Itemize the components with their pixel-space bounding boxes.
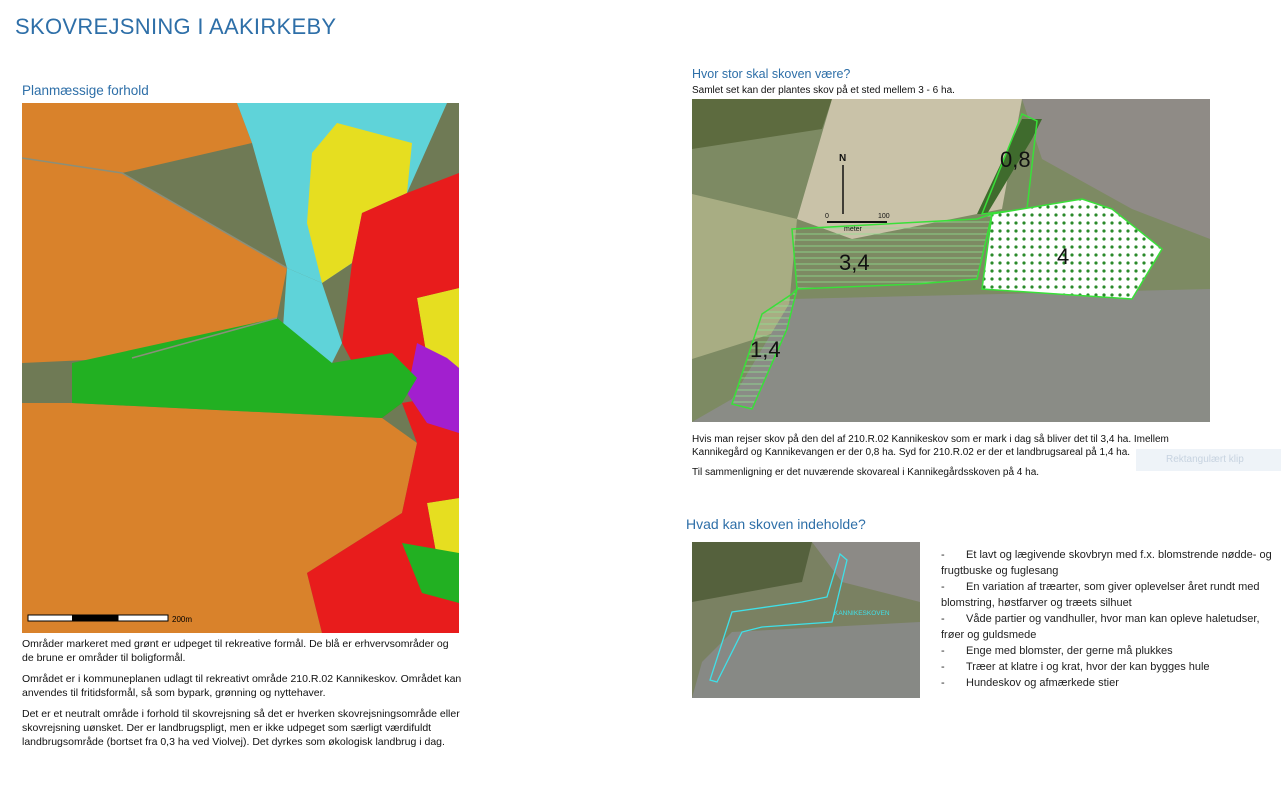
- page-title: SKOVREJSNING I AAKIRKEBY: [15, 14, 337, 39]
- list-item: - Enge med blomster, der gerne må plukkes: [941, 645, 1173, 657]
- planning-paragraph-1: Områder markeret med grønt er udpeget til rekreative formål. De blå er erhvervsområder og de brune er områder til boligformål.: [22, 638, 449, 664]
- scale-zero: 0: [825, 213, 829, 220]
- scale-bar-black: [72, 615, 118, 621]
- list-item: - Et lavt og lægivende skovbryn med f.x. blomstrende nødde- og frugtbuske og fuglesang: [941, 549, 1272, 577]
- north-arrow-icon: N: [839, 153, 847, 164]
- scale-unit: meter: [844, 226, 862, 233]
- size-paragraph-2: Til sammenligning er det nuværende skovareal i Kannikegårdsskoven på 4 ha.: [692, 467, 1040, 478]
- size-subtitle: Samlet set kan der plantes skov på et sted mellem 3 - 6 ha.: [692, 85, 955, 96]
- area-label-34: 3,4: [839, 250, 870, 275]
- zoning-map: [22, 103, 459, 633]
- list-item: - Hundeskov og afmærkede stier: [941, 677, 1119, 689]
- area-label-4: 4: [1057, 244, 1070, 269]
- snip-label[interactable]: Rektangulært klip: [1136, 449, 1281, 471]
- area-label-14: 1,4: [750, 337, 781, 362]
- planning-paragraph-2: Området er i kommuneplanen udlagt til rekreativt område 210.R.02 Kannikeskov. Området kan anvendes til fritidsformål, så som bypark, grønning og nyttehaver.: [22, 673, 462, 699]
- list-item: - En variation af træarter, som giver oplevelser året rundt med blomstring, høstfarver og træets silhuet: [941, 581, 1260, 609]
- small-overview-map: [692, 542, 920, 698]
- planning-heading: Planmæssige forhold: [22, 83, 149, 98]
- size-paragraph-1: Hvis man rejser skov på den del af 210.R.02 Kannikeskov som er mark i dag så bliver det til 3,4 ha. Imellem Kannikegård og Kannikevangen er der 0,8 ha. Syd for 210.R.02 er der et landbrugsareal på 1,4 ha.: [692, 434, 1169, 458]
- forest-size-map: [692, 99, 1210, 422]
- content-list: [941, 547, 1275, 691]
- list-item: - Våde partier og vandhuller, hvor man kan opleve haletudser, frøer og guldsmede: [941, 613, 1260, 641]
- scale-bar-end: [118, 615, 168, 621]
- small-overview-map-svg: [692, 542, 920, 698]
- content-heading: Hvad kan skoven indeholde?: [686, 516, 866, 532]
- area-label-08: 0,8: [1000, 147, 1031, 172]
- forest-size-map-svg: [692, 99, 1210, 422]
- size-heading: Hvor stor skal skoven være?: [692, 67, 851, 81]
- small-map-label: KANNIKESKOVEN: [834, 610, 890, 617]
- zoning-map-svg: [22, 103, 459, 633]
- planning-text: [22, 637, 462, 756]
- planning-paragraph-3: Det er et neutralt område i forhold til skovrejsning så det er hverken skovrejsningsområde eller skovrejsning uønsket. Der er landbrugspligt, men er ikke udpeget som særligt værdifuldt landbrugsområde (bortset fra 0,3 ha ved Violvej). Det dyrkes som økologisk landbrug i dag.: [22, 708, 460, 748]
- scale-hundred: 100: [878, 213, 890, 220]
- scale-label: 200m: [172, 615, 193, 624]
- list-item: - Træer at klatre i og krat, hvor der kan bygges hule: [941, 661, 1210, 673]
